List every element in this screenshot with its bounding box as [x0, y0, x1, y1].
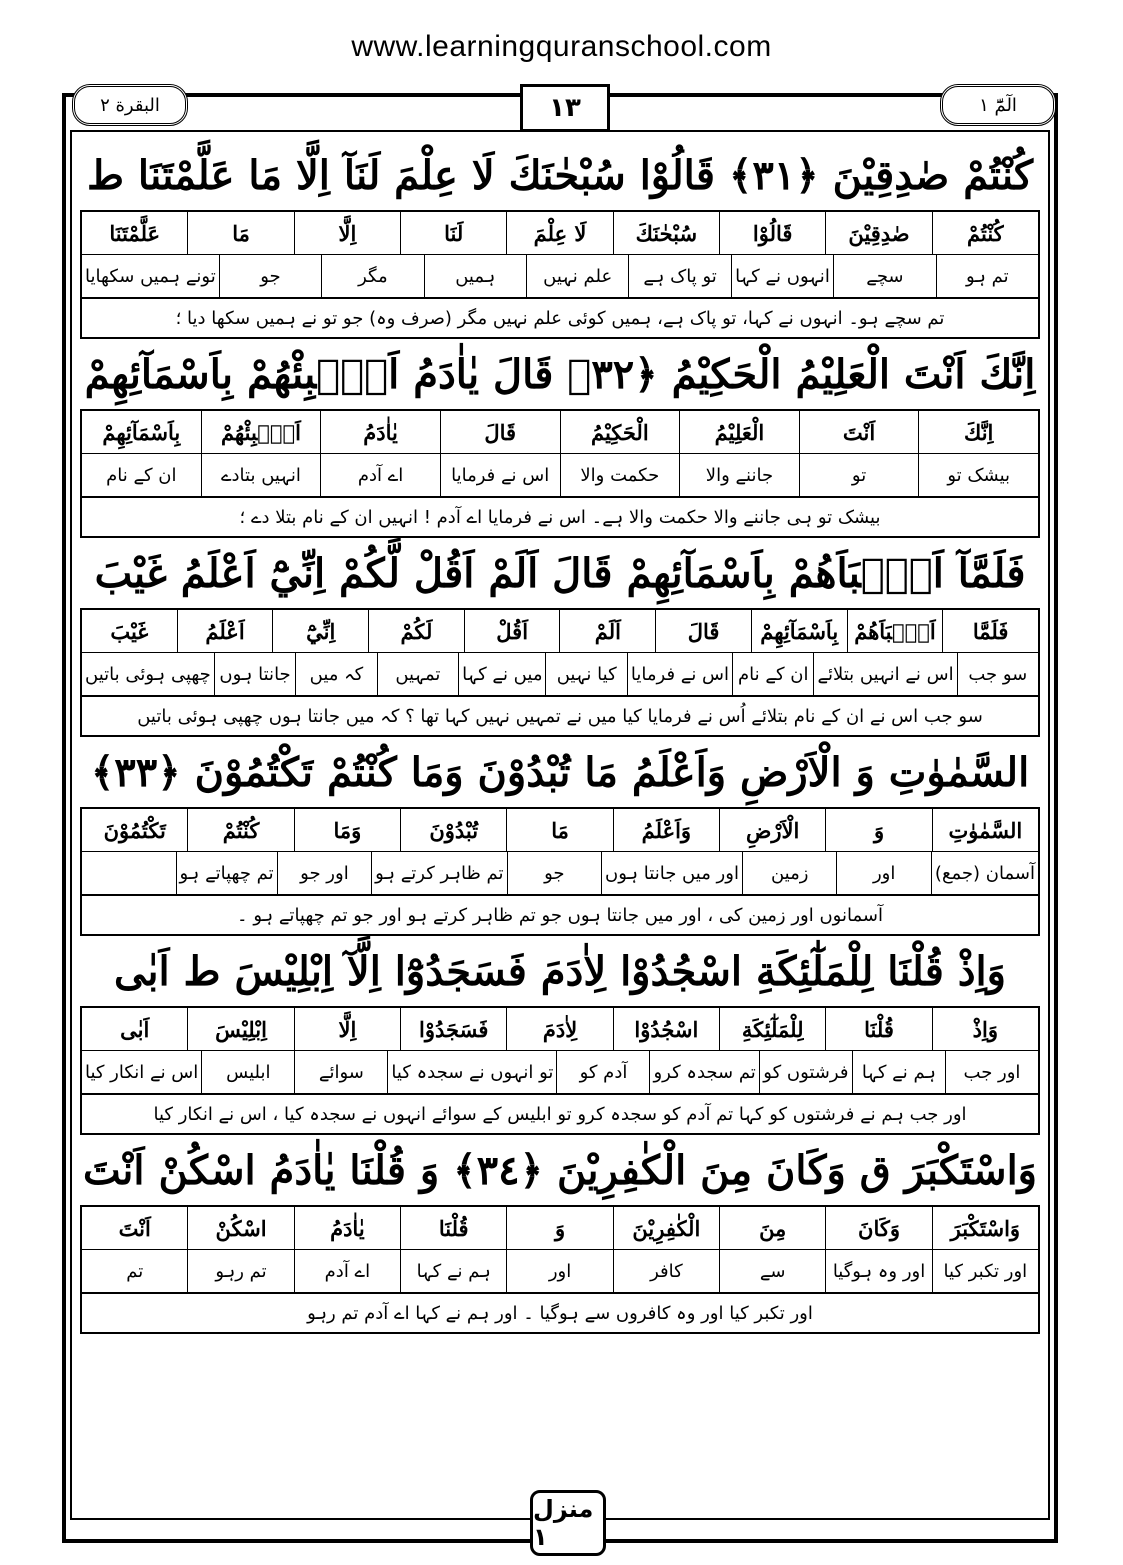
- urdu-meaning-cell: تم رہو: [187, 1250, 293, 1292]
- urdu-meaning-cell: بیشک تو: [918, 454, 1038, 496]
- urdu-meaning-cell: اور میں جانتا ہوں: [601, 852, 742, 894]
- verse-section: [80, 140, 1040, 339]
- arabic-word-cell: وَ: [506, 1207, 612, 1249]
- word-by-word-grid: [80, 608, 1040, 697]
- urdu-translation-line: تم سچے ہو۔ انہوں نے کہا، تو پاک ہے، ہمیں کوئی علم نہیں مگر (صرف وہ) جو تو نے ہمیں سکھا دیا ؛: [80, 299, 1040, 339]
- word-by-word-grid: [80, 1205, 1040, 1294]
- urdu-meaning-cell: ابلیس: [201, 1051, 294, 1093]
- arabic-words-row: [82, 809, 1038, 852]
- arabic-word-cell: وَكَانَ: [825, 1207, 931, 1249]
- arabic-word-cell: سُبْحٰنَكَ: [613, 212, 719, 254]
- urdu-meaning-cell: تم: [126, 1260, 144, 1282]
- urdu-meaning-cell: سو جب: [957, 653, 1038, 695]
- urdu-meaning-cell: جو: [507, 852, 601, 894]
- arabic-word-cell: اَنْتَ: [799, 411, 919, 453]
- urdu-meaning-cell: ان کے نام: [732, 653, 813, 695]
- arabic-verse-line: وَاِذْ قُلْنَا لِلْمَلٰٓئِكَةِ اسْجُدُوْا لِاٰدَمَ فَسَجَدُوْٓا اِلَّآ اِبْلِيْسَ ط اَبٰى: [114, 947, 1006, 995]
- arabic-word-cell: قُلْنَا: [400, 1207, 506, 1249]
- urdu-meaning-cell: زمین: [742, 852, 836, 894]
- verse-section: [80, 1135, 1040, 1334]
- urdu-meaning-cell: سچے: [833, 255, 935, 297]
- urdu-meaning-cell: جاننے والا: [679, 454, 799, 496]
- arabic-word-cell: لِلْمَلٰٓئِكَةِ: [719, 1008, 825, 1050]
- urdu-meanings-row: [82, 1250, 1038, 1292]
- urdu-meaning-cell: ہمیں: [424, 255, 526, 297]
- arabic-word-cell: مَا: [506, 809, 612, 851]
- urdu-meaning-cell: اس نے انکار کیا: [84, 1061, 199, 1083]
- urdu-translation-line: سو جب اس نے ان کے نام بتلائے اُس نے فرمایا کیا میں نے تمہیں نہیں کہا تھا ؟ کہ میں جانتا ہوں چھپی ہوئی باتیں: [80, 697, 1040, 737]
- arabic-word-cell: الْحَكِيْمُ: [560, 411, 680, 453]
- arabic-word-cell: اَبٰى: [120, 1016, 150, 1042]
- urdu-meanings-row: [82, 454, 1038, 496]
- arabic-word-cell: وَمَا: [294, 809, 400, 851]
- urdu-meaning-cell: سے: [719, 1250, 825, 1292]
- arabic-word-cell: كُنْتُمْ: [932, 212, 1038, 254]
- urdu-translation-line: بیشک تو ہی جاننے والا حکمت والا ہے۔ اس نے فرمایا اے آدم ! انہیں ان کے نام بتلا دے ؛: [80, 498, 1040, 538]
- arabic-verse-line: السَّمٰوٰتِ وَ الْاَرْضِ وَاَعْلَمُ مَا تُبْدُوْنَ وَمَا كُنْتُمْ تَكْتُمُوْنَ ﴿٣٣﴾: [90, 748, 1030, 796]
- verse-section: [80, 339, 1040, 538]
- urdu-meanings-row: [82, 255, 1038, 297]
- urdu-meaning-cell: کیا نہیں: [545, 653, 626, 695]
- urdu-meanings-row: [82, 1051, 1038, 1093]
- urdu-meaning-cell: اس نے فرمایا: [627, 653, 732, 695]
- urdu-meaning-cell: فرشتوں کو: [759, 1051, 852, 1093]
- urdu-translation-line: اور تکبر کیا اور وہ کافروں سے ہوگیا ۔ اور ہم نے کہا اے آدم تم رہو: [80, 1294, 1040, 1334]
- arabic-word-cell: تُبْدُوْنَ: [400, 809, 506, 851]
- urdu-meaning-cell: اور: [506, 1250, 612, 1292]
- arabic-word-cell: اسْكُنْ: [187, 1207, 293, 1249]
- urdu-meaning-cell: ہم نے کہا: [400, 1250, 506, 1292]
- arabic-word-cell: اِنَّكَ: [918, 411, 1038, 453]
- urdu-meaning-cell: ہم نے کہا: [852, 1051, 945, 1093]
- arabic-verse-line: كُنْتُمْ صٰدِقِيْنَ ﴿٣١﴾ قَالُوْا سُبْحٰنَكَ لَا عِلْمَ لَنَآ اِلَّا مَا عَلَّمْتَنَا ط: [87, 151, 1033, 199]
- urdu-meaning-cell: اور وہ ہوگیا: [825, 1250, 931, 1292]
- urdu-meaning-cell: تم چھپاتے ہو: [176, 852, 277, 894]
- urdu-meaning-cell: تو: [799, 454, 919, 496]
- arabic-words-row: [82, 411, 1038, 454]
- website-url[interactable]: www.learningquranschool.com: [351, 30, 772, 63]
- arabic-word-cell: بِاَسْمَآئِهِمْ: [102, 419, 181, 445]
- urdu-meaning-cell: جانتا ہوں: [214, 653, 295, 695]
- arabic-word-cell: قَالَ: [655, 610, 751, 652]
- urdu-meaning-cell: کہ میں: [295, 653, 376, 695]
- word-by-word-grid: [80, 807, 1040, 896]
- urdu-meaning-cell: حکمت والا: [560, 454, 680, 496]
- page-content: [80, 140, 1040, 1334]
- arabic-word-cell: تَكْتُمُوْنَ: [103, 817, 166, 843]
- arabic-word-cell: مَا: [187, 212, 293, 254]
- arabic-word-cell: اِلَّا: [294, 212, 400, 254]
- arabic-word-cell: قَالُوْا: [719, 212, 825, 254]
- urdu-meaning-cell: جو: [219, 255, 321, 297]
- urdu-meaning-cell: [82, 852, 175, 894]
- urdu-meanings-row: [82, 852, 1038, 894]
- urdu-meaning-cell: مگر: [321, 255, 423, 297]
- verse-section: [80, 538, 1040, 737]
- arabic-word-cell: فَلَمَّا: [942, 610, 1038, 652]
- urdu-meaning-cell: تم سجدہ کرو: [649, 1051, 758, 1093]
- urdu-meaning-cell: کافر: [613, 1250, 719, 1292]
- arabic-words-row: [82, 1207, 1038, 1250]
- urdu-meaning-cell: سوائے: [294, 1051, 387, 1093]
- arabic-word-cell: قُلْنَا: [825, 1008, 931, 1050]
- word-by-word-grid: [80, 409, 1040, 498]
- arabic-word-cell: بِاَسْمَآئِهِمْ: [751, 610, 847, 652]
- arabic-word-cell: يٰاٰدَمُ: [320, 411, 440, 453]
- arabic-word-cell: السَّمٰوٰتِ: [932, 809, 1038, 851]
- arabic-word-cell: اِلَّا: [294, 1008, 400, 1050]
- urdu-translation-line: اور جب ہم نے فرشتوں کو کہا تم آدم کو سجدہ کرو تو ابلیس کے سوائے انہوں نے سجدہ کیا ، اس نے انکار کیا: [80, 1095, 1040, 1135]
- urdu-meaning-cell: انہیں بتادے: [201, 454, 321, 496]
- arabic-words-row: [82, 212, 1038, 255]
- arabic-word-cell: عَلَّمْتَنَا: [109, 220, 161, 246]
- word-by-word-grid: [80, 210, 1040, 299]
- arabic-word-cell: اِبْلِيْسَ: [187, 1008, 293, 1050]
- arabic-word-cell: اَنْۢبَاَهُمْ: [847, 610, 943, 652]
- arabic-word-cell: لَكُمْ: [368, 610, 464, 652]
- urdu-meaning-cell: تو پاک ہے: [628, 255, 730, 297]
- urdu-meaning-cell: چھپی ہوئی باتیں: [85, 663, 211, 685]
- urdu-meaning-cell: آسمان (جمع): [931, 852, 1038, 894]
- arabic-word-cell: يٰاٰدَمُ: [294, 1207, 400, 1249]
- urdu-meaning-cell: تو انہوں نے سجدہ کیا: [387, 1051, 556, 1093]
- surah-label: البقرة ٢: [72, 84, 188, 126]
- urdu-meaning-cell: تم ظاہر کرتے ہو: [371, 852, 506, 894]
- arabic-word-cell: وَ: [825, 809, 931, 851]
- arabic-word-cell: صٰدِقِيْنَ: [825, 212, 931, 254]
- arabic-words-row: [82, 1008, 1038, 1051]
- urdu-meaning-cell: اے آدم: [320, 454, 440, 496]
- arabic-verse-line: وَاسْتَكْبَرَ ق وَكَانَ مِنَ الْكٰفِرِيْنَ ﴿٣٤﴾ وَ قُلْنَا يٰاٰدَمُ اسْكُنْ اَنْتَ: [83, 1146, 1037, 1194]
- arabic-word-cell: كُنْتُمْ: [187, 809, 293, 851]
- arabic-word-cell: مِنَ: [719, 1207, 825, 1249]
- urdu-meaning-cell: تم ہو: [936, 255, 1038, 297]
- arabic-word-cell: الْعَلِيْمُ: [679, 411, 799, 453]
- page-number: ١٣: [520, 84, 610, 132]
- manzil-badge: منزل ١: [530, 1490, 606, 1556]
- arabic-verse-line: اِنَّكَ اَنْتَ الْعَلِيْمُ الْحَكِيْمُ ﴿٣٢﴾ قَالَ يٰاٰدَمُ اَنْۢبِئْهُمْ بِاَسْمَآئِهِمْ: [84, 350, 1036, 398]
- arabic-word-cell: اَعْلَمُ: [177, 610, 273, 652]
- urdu-meaning-cell: علم نہیں: [526, 255, 628, 297]
- urdu-meaning-cell: اور جو: [277, 852, 371, 894]
- verse-section: [80, 737, 1040, 936]
- urdu-meanings-row: [82, 653, 1038, 695]
- arabic-word-cell: اِنِّيْٓ: [272, 610, 368, 652]
- urdu-meaning-cell: اور: [836, 852, 930, 894]
- urdu-meaning-cell: تونے ہمیں سکھایا: [85, 265, 216, 287]
- arabic-word-cell: غَيْبَ: [110, 618, 149, 644]
- arabic-word-cell: لِاٰدَمَ: [506, 1008, 612, 1050]
- urdu-meaning-cell: انہوں نے کہا: [731, 255, 833, 297]
- urdu-meaning-cell: اور جب: [945, 1051, 1038, 1093]
- urdu-translation-line: آسمانوں اور زمین کی ، اور میں جانتا ہوں جو تم ظاہر کرتے ہو اور جو تم چھپاتے ہو ۔: [80, 896, 1040, 936]
- juz-label: الٓمّٓ ١: [940, 84, 1056, 126]
- urdu-meaning-cell: میں نے کہا: [458, 653, 545, 695]
- arabic-word-cell: اسْجُدُوْا: [613, 1008, 719, 1050]
- urdu-meaning-cell: تمہیں: [377, 653, 458, 695]
- arabic-word-cell: لَنَا: [400, 212, 506, 254]
- arabic-word-cell: قَالَ: [440, 411, 560, 453]
- urdu-meaning-cell: آدم کو: [556, 1051, 649, 1093]
- arabic-word-cell: الْاَرْضِ: [719, 809, 825, 851]
- arabic-word-cell: فَسَجَدُوْا: [400, 1008, 506, 1050]
- arabic-word-cell: اَنْتَ: [118, 1215, 151, 1241]
- urdu-meaning-cell: اور تکبر کیا: [932, 1250, 1038, 1292]
- verse-section: [80, 936, 1040, 1135]
- arabic-word-cell: اَلَمْ: [559, 610, 655, 652]
- urdu-meaning-cell: اس نے انہیں بتلائے: [813, 653, 956, 695]
- arabic-word-cell: لَا عِلْمَ: [506, 212, 612, 254]
- arabic-word-cell: وَاِذْ: [932, 1008, 1038, 1050]
- arabic-word-cell: اَقُلْ: [464, 610, 560, 652]
- arabic-word-cell: اَنْۢبِئْهُمْ: [201, 411, 321, 453]
- urdu-meaning-cell: اس نے فرمایا: [440, 454, 560, 496]
- urdu-meaning-cell: ان کے نام: [106, 464, 177, 486]
- word-by-word-grid: [80, 1006, 1040, 1095]
- arabic-word-cell: وَاَعْلَمُ: [613, 809, 719, 851]
- urdu-meaning-cell: اے آدم: [294, 1250, 400, 1292]
- arabic-word-cell: الْكٰفِرِيْنَ: [613, 1207, 719, 1249]
- arabic-verse-line: فَلَمَّآ اَنْۢبَاَهُمْ بِاَسْمَآئِهِمْ قَالَ اَلَمْ اَقُلْ لَّكُمْ اِنِّيْٓ اَعْلَمُ غَيْبَ: [94, 549, 1026, 597]
- arabic-word-cell: وَاسْتَكْبَرَ: [932, 1207, 1038, 1249]
- arabic-words-row: [82, 610, 1038, 653]
